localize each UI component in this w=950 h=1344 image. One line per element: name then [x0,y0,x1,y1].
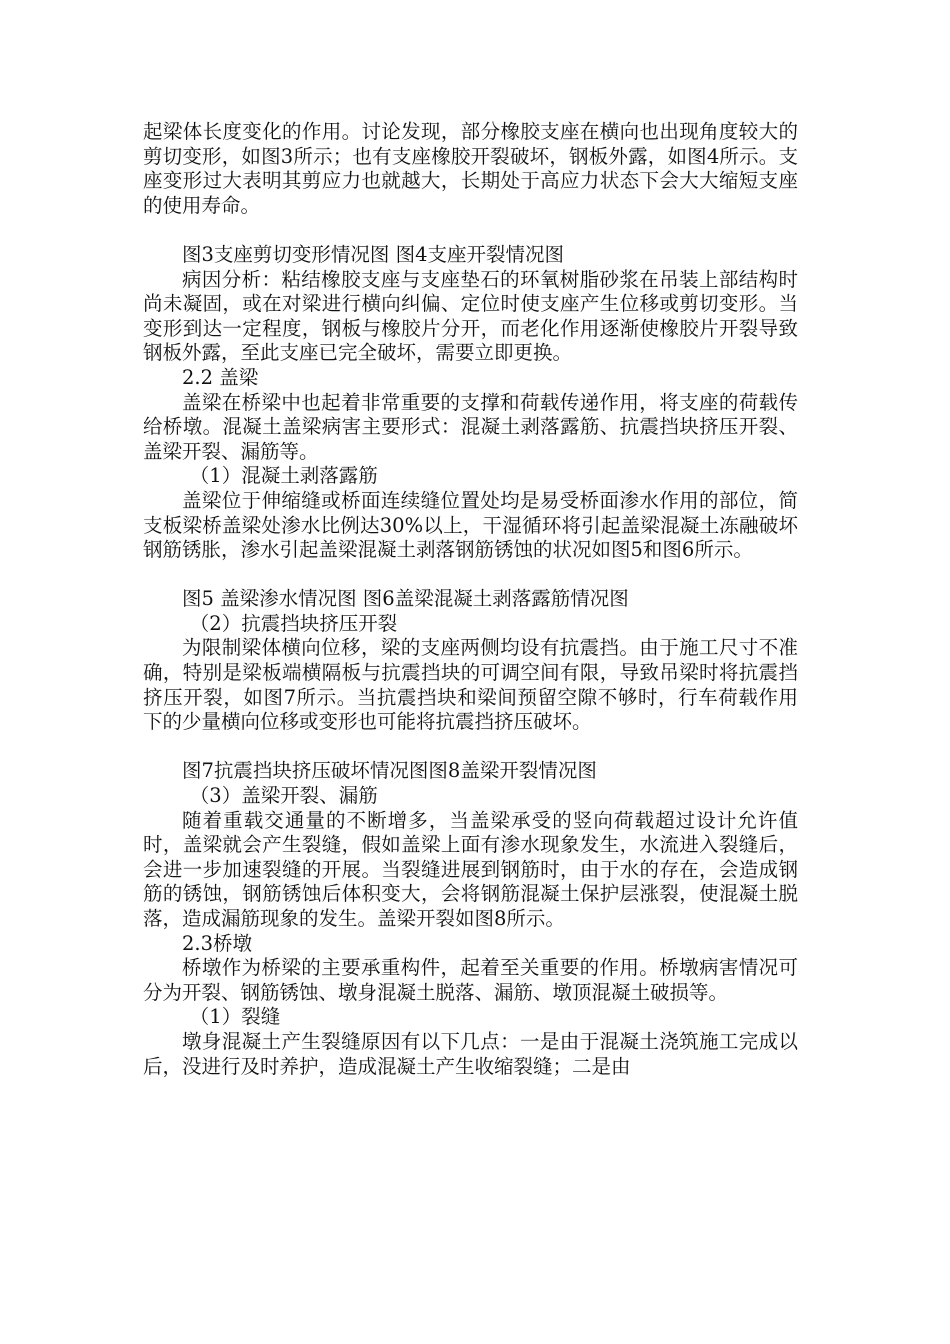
section-heading-2-2: 2.2 盖梁 [182,365,259,389]
spacer [143,563,798,588]
subheading-seismic-block: （2）抗震挡块挤压开裂 [189,611,398,635]
document-page [143,120,798,1079]
figure-caption-5-6: 图5 盖梁渗水情况图 图6盖梁混凝土剥落露筋情况图 [182,587,629,611]
spacer [143,735,798,760]
paragraph-seismic-block: 为限制梁体横向位移，梁的支座两侧均设有抗震挡。由于施工尺寸不准确，特别是梁板端横隔板与抗震挡块的可调空间有限，导致吊梁时将抗震挡挤压开裂，如图7所示。当抗震挡块和梁间预留空隙不够时，行车荷载作用下的少量横向位移或变形也可能将抗震挡挤压破坏。 [143,636,798,734]
paragraph-spalling: 盖梁位于伸缩缝或桥面连续缝位置处均是易受桥面渗水作用的部位，简支板梁桥盖梁处渗水比例达30%以上，干湿循环将引起盖梁混凝土冻融破坏钢筋锈胀，渗水引起盖梁混凝土剥落钢筋锈蚀的状况如图5和图6所示。 [143,488,798,562]
figure-caption-3-4: 图3支座剪切变形情况图 图4支座开裂情况图 [182,242,565,266]
subheading-cap-beam-cracking: （3）盖梁开裂、漏筋 [189,784,378,808]
subheading-cracks: （1）裂缝 [189,1005,281,1029]
paragraph-cap-beam: 盖梁在桥梁中也起着非常重要的支撑和荷载传递作用，将支座的荷载传给桥墩。混凝土盖梁病害主要形式：混凝土剥落露筋、抗震挡块挤压开裂、盖梁开裂、漏筋等。 [143,390,798,463]
section-heading-2-3: 2.3桥墩 [182,931,253,955]
paragraph-pier: 桥墩作为桥梁的主要承重构件，起着至关重要的作用。桥墩病害情况可分为开裂、钢筋锈蚀、墩身混凝土脱落、漏筋、墩顶混凝土破损等。 [143,956,798,1004]
paragraph-cap-beam-cracking: 随着重载交通量的不断增多，当盖梁承受的竖向荷载超过设计允许值时，盖梁就会产生裂缝，假如盖梁上面有渗水现象发生，水流进入裂缝后，会进一步加速裂缝的开展。当裂缝进展到钢筋时，由于水的存在，会造成钢筋的锈蚀，钢筋锈蚀后体积变大，会将钢筋混凝土保护层涨裂，使混凝土脱落，造成漏筋现象的发生。盖梁开裂如图8所示。 [143,808,798,930]
paragraph-pier-cracks: 墩身混凝土产生裂缝原因有以下几点：一是由于混凝土浇筑施工完成以后，没进行及时养护，造成混凝土产生收缩裂缝；二是由 [143,1029,798,1078]
subheading-concrete-spalling: （1）混凝土剥落露筋 [189,464,378,488]
paragraph-intro: 起梁体长度变化的作用。讨论发现，部分橡胶支座在横向也出现角度较大的剪切变形，如图3所示；也有支座橡胶开裂破坏，钢板外露，如图4所示。支座变形过大表明其剪应力也就越大，长期处于高应力状态下会大大缩短支座的使用寿命。 [143,120,798,217]
spacer [143,218,798,243]
figure-caption-7-8: 图7抗震挡块挤压破坏情况图图8盖梁开裂情况图 [182,759,597,783]
paragraph-cause-analysis: 病因分析：粘结橡胶支座与支座垫石的环氧树脂砂浆在吊装上部结构时尚未凝固，或在对梁进行横向纠偏、定位时使支座产生位移或剪切变形。当变形到达一定程度，钢板与橡胶片分开，而老化作用逐渐使橡胶片开裂导致钢板外露，至此支座已完全破坏，需要立即更换。 [143,267,798,365]
